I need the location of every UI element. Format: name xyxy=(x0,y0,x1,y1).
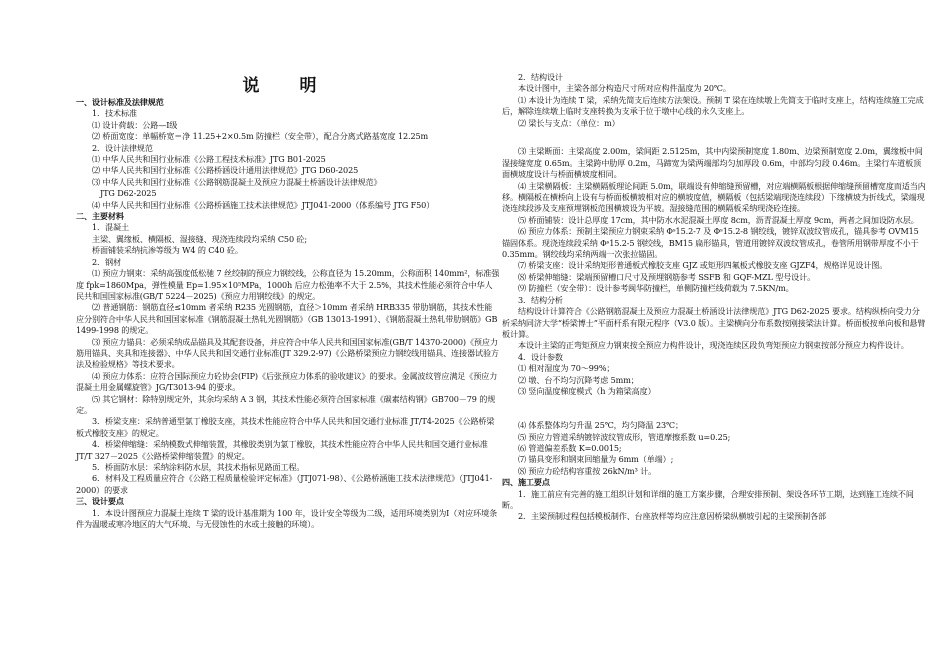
paragraph: ⑸ 其它钢材：除特别规定外，其余均采纳 A 3 钢，其技术性能必须符合国家标准《碳素结构钢》GB700－79 的规定。 xyxy=(76,393,496,415)
section-heading: 一、设计标准及法律规范 xyxy=(76,97,164,107)
paragraph: 1．技术标准 xyxy=(92,108,137,119)
paragraph: ⑼ 防撞栏（安全带）：设计参考闽华防撞栏，单侧防撞栏线荷载为 7.5KN/m。 xyxy=(518,283,794,294)
paragraph: 2．设计法律规范 xyxy=(92,142,153,153)
paragraph: 2．主梁预制过程包括模板制作、台座放样等均应注意因桥梁纵横坡引起的主梁预制各部 xyxy=(518,511,827,522)
paragraph: ⑴ 本设计为连续 T 梁，采纳先简支后连续方法架设。预制 T 梁在连续墩上先简支于临时支座上，结构连续施工完成后，解除连续墩上临时支座转换为支承于位于墩中心线的永久支座上。 xyxy=(502,94,924,117)
paragraph: 结构设计计算符合《公路钢筋混凝土及预应力混凝土桥涵设计法律规范》JTG D62-2025 要求。结构纵桥向受力分析采纳同济大学“桥梁博士”平面杆系有限元程序（V3.0 版）。主梁横向分布系数按刚接梁法计算。桥面板按单向板和悬臂板计算。 xyxy=(502,306,926,339)
right-column xyxy=(502,72,926,523)
paragraph: ⑵ 梁长与支点：（单位：m） xyxy=(518,117,620,128)
paragraph: 1．施工前应有完善的施工组织计划和详细的施工方案步骤，合理安排预制、架设各环节工期，达到施工连续不间断。 xyxy=(502,488,914,510)
paragraph: ⑷ 中华人民共和国行业标准《公路桥涵施工技术法律规范》JTJ041-2000（体系编号 JTG F50） xyxy=(92,199,435,210)
blank-space xyxy=(502,397,926,408)
paragraph: ⑹ 预应力体系：预制主梁预应力钢束采纳 Φˢ15.2-7 及 Φˢ15.2-8 钢绞线，镀锌双波纹管成孔，锚具参考 OVM15 锚固体系。现浇连续段采纳 Φˢ15.2-5 钢绞线，BM15 扁形锚具，管道用镀锌双波纹管成孔，卷管所用钢带厚度不小于 0.35mm。钢绞线均采纳两端一次张拉锚固。 xyxy=(502,226,919,260)
paragraph: ⑻ 预应力砼结构容重按 26kN/m³ 计。 xyxy=(518,465,657,476)
paragraph: ⑺ 桥梁支座：设计采纳矩形普通板式橡胶支座 GJZ 或矩形四氟板式橡胶支座 GJZF4，规格详见设计图。 xyxy=(518,260,888,271)
paragraph: ⑷ 预应力体系：应符合国际预应力砼协会(FIP)《后张预应力体系的验收建议》的要求。金属波纹管应满足《预应力混凝土用金属螺旋管》JG/T3013-94 的要求。 xyxy=(76,370,498,393)
left-column xyxy=(76,72,500,530)
paragraph: 6．材料及工程质量应符合《公路工程质量检验评定标准》（JTJ071-98）、《公路桥涵施工技术法律规范》（JTJ041-2000）的要求 xyxy=(76,473,493,495)
paragraph: ⑸ 预应力管道采纳镀锌波纹管成形，管道摩擦系数 u=0.25; xyxy=(518,431,731,442)
paragraph: ⑵ 墩、台不均匀沉降考虑 5mm； xyxy=(518,374,639,385)
paragraph: ⑵ 中华人民共和国行业标准《公路桥涵设计通用法律规范》JTG D60-2025 xyxy=(92,165,359,176)
blank-space xyxy=(502,129,926,140)
paragraph: ⑴ 中华人民共和国行业标准《公路工程技术标准》JTG B01-2025 xyxy=(92,154,326,165)
paragraph: 3．结构分析 xyxy=(518,294,563,305)
paragraph: ⑴ 设计荷载：公路—Ⅰ级 xyxy=(92,119,178,130)
paragraph: ⑴ 相对湿度为 70～99%； xyxy=(518,363,615,374)
paragraph: ⑹ 管道偏差系数 K=0.0015; xyxy=(518,442,622,453)
paragraph: ⑴ 预应力钢束：采纳高强度低松驰 7 丝绞制的预应力钢绞线，公称直径为 15.20mm，公称面积 140mm²，标准强度 fpk=1860Mpa，弹性模量 Ep=1.95×10⁵MPa，1000h 后应力松弛率不大于 2.5%，其技术性能必须符合中华人民共和国国家标准(GB/T 5224－2025)《预应力用钢绞线》的规定。 xyxy=(76,268,500,301)
paragraph: 3．桥梁支座：采纳普通型氯丁橡胶支座，其技术性能应符合中华人民共和国交通行业标准 JT/T4-2025《公路桥梁板式橡胶支座》的规定。 xyxy=(76,416,495,438)
paragraph: 2．结构设计 xyxy=(518,72,563,82)
paragraph: 4．设计参数 xyxy=(518,351,563,362)
paragraph: 1．本设计图预应力混凝土连续 T 梁的设计基准期为 100 年，设计安全等级为二级，适用环境类别为Ⅰ（对应环境条件为温暖或寒冷地区的大气环境、与无侵蚀性的水或土接触的环境）。 xyxy=(76,507,498,530)
section-heading: 三、设计要点 xyxy=(76,496,124,507)
paragraph: ⑶ 竖向温度梯度模式（h 为箱梁高度） xyxy=(518,385,656,396)
paragraph: 本设计主梁的正弯矩预应力钢束按全预应力构件设计，现浇连续区段负弯矩预应力钢束按部分预应力构件设计。 xyxy=(518,340,909,351)
paragraph: ⑵ 桥面宽度：单幅桥宽＝净 11.25+2×0.5m 防撞栏（安全带），配合分离式路基宽度 12.25m xyxy=(92,131,429,142)
paragraph: ⑶ 预应力锚具：必须采纳成品锚具及其配套设备，并应符合中华人民共和国国家标准(GB/T 14370-2000)《预应力筋用锚具、夹具和连接器》、中华人民共和国交通行业标准(JT 329.2-97)《公路桥梁预应力钢绞线用锚具、连接器试验方法及检验规格》等技术要求。 xyxy=(76,336,499,370)
paragraph: ⑻ 桥梁伸缩缝：梁端预留槽口尺寸及预埋钢筋参考 SSFB 和 GQF-MZL 型号设计。 xyxy=(518,271,816,282)
paragraph: ⑷ 体系整体均匀升温 25℃，均匀降温 23℃； xyxy=(518,420,683,431)
paragraph: JTG D62-2025 xyxy=(100,188,157,199)
paragraph: 2．钢材 xyxy=(92,256,121,267)
paragraph: ⑷ 主梁横隔板：主梁横隔板理论间距 5.0m，联端设有伸缩缝预留槽，对应端横隔板根据伸缩缝预留槽宽度而适当内移。横隔板在横桥向上设有与桥面板横坡相对应的横坡度值，横隔板（包括梁端现浇连续段）下缘横坡为折线式，梁端现浇连续段涉及支座预埋钢板范围横坡设为平坡。湿接缝范围的横隔板采纳现浇砼连接。 xyxy=(502,180,926,214)
paragraph: 本设计图中，主梁各部分构造尺寸所对应构件温度为 20℃。 xyxy=(518,83,731,94)
paragraph: 主梁、翼缘板、横隔板、湿接缝、现浇连续段均采纳 C50 砼; xyxy=(92,233,308,244)
blank-space xyxy=(502,409,926,420)
paragraph: ⑵ 普通钢筋：钢筋直径≤10mm 者采纳 R235 光圆钢筋，直径＞10mm 者采纳 HRB335 带肋钢筋，其技术性能应分别符合中华人民共和国国家标准《钢筋混凝土热轧光圆钢筋》（GB 13013-1991）、《钢筋混凝土热轧带肋钢筋》GB 1499-1998 的规定。 xyxy=(76,302,498,336)
paragraph: ⑶ 主梁断面：主梁高度 2.00m，梁间距 2.5125m，其中内梁预制宽度 1.80m、边梁预制宽度 2.0m，翼缘板中间湿接缝宽度 0.65m。主梁跨中肋厚 0.2m，马蹄宽为梁两端部均匀加厚段 0.6m，中部均匀段 0.46m。主梁行车道板顶面横坡度设计与桥面横坡度相同。 xyxy=(502,146,923,180)
paragraph: ⑸ 桥面铺装：设计总厚度 17cm，其中防水水泥混凝土厚度 8cm，沥青混凝土厚度 9cm，两者之间加设防水层。 xyxy=(518,214,919,225)
section-heading: 四、施工要点 xyxy=(502,477,550,488)
paragraph: 桥面铺装采纳抗渗等级为 W4 的 C40 砼。 xyxy=(92,245,243,256)
section-heading: 二、主要材料 xyxy=(76,211,124,222)
paragraph: ⑶ 中华人民共和国行业标准《公路钢筋混凝土及预应力混凝土桥涵设计法律规范》 xyxy=(92,176,382,187)
page-title: 说 明 xyxy=(242,76,334,96)
paragraph: 5．桥面防水层：采纳涂料防水层，其技术指标见路面工程。 xyxy=(92,462,305,472)
paragraph: 1．混凝土 xyxy=(92,222,129,233)
paragraph: 4．桥梁伸缩缝：采纳模数式伸缩装置，其橡胶类别为氯丁橡胶，其技术性能应符合中华人民共和国交通行业标准 JT/T 327－2025《公路桥梁伸缩装置》的规定。 xyxy=(76,439,488,461)
paragraph: ⑺ 锚具变形和钢束回缩量为 6mm（单端）; xyxy=(518,454,674,465)
